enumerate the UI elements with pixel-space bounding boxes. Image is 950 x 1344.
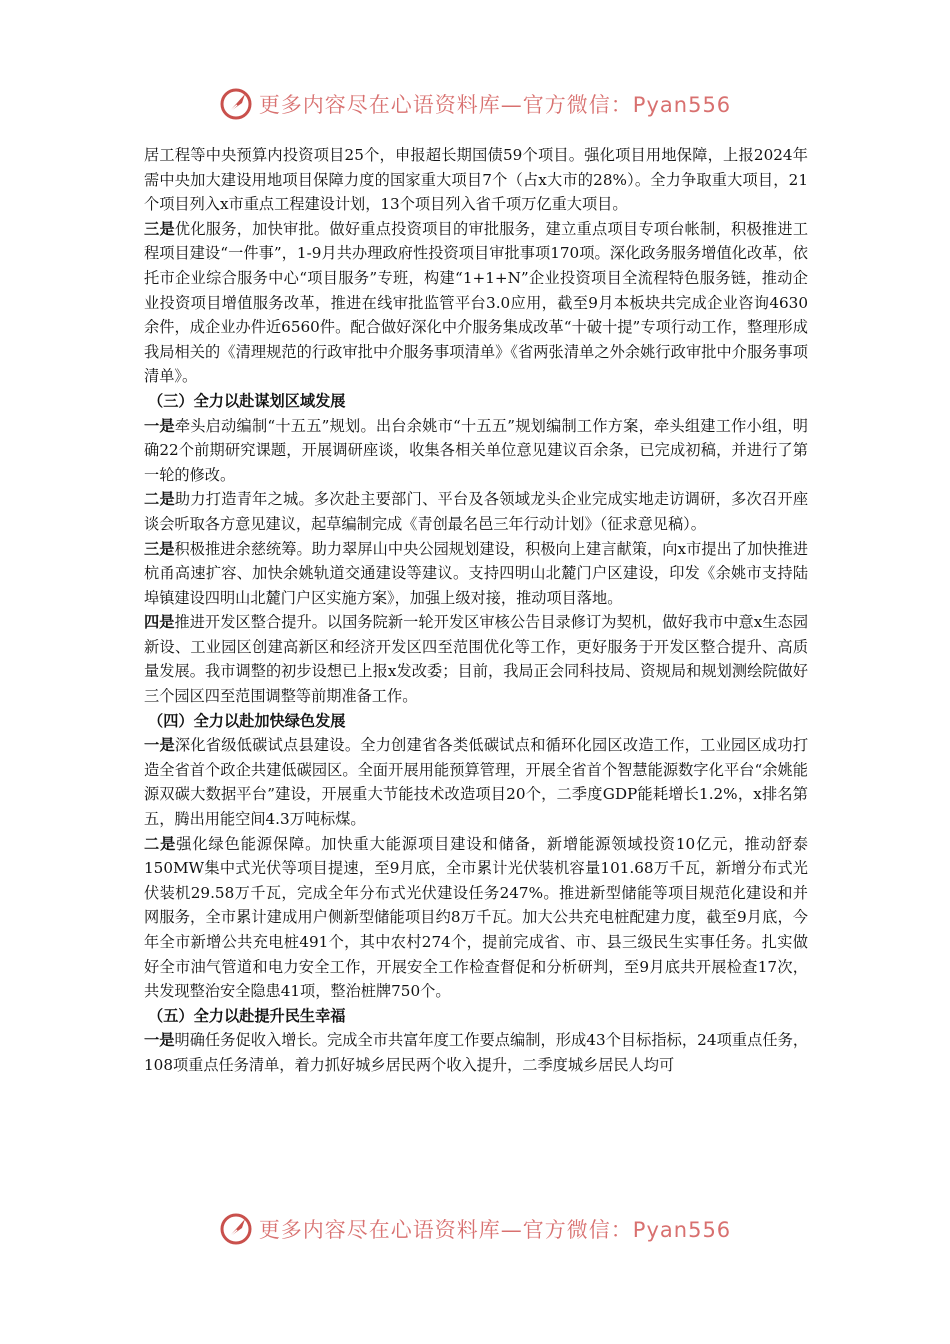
watermark-banner-bottom [0, 1209, 950, 1249]
paragraph-text: 深化省级低碳试点县建设。全力创建省各类低碳试点和循环化园区改造工作，工业园区成功打造全省首个政企共建低碳园区。全面开展用能预算管理，开展全省首个智慧能源数字化平台“余姚能源双碳大数据平台”建设，开展重大节能技术改造项目20个，二季度GDP能耗增长1.2%，x排名第五，腾出用能空间4.3万吨标煤。 [144, 736, 809, 829]
paragraph-lead: 一是 [144, 416, 175, 435]
paragraph-lead: 三是 [144, 219, 175, 238]
section-heading-3: （三）全力以赴谋划区域发展 [148, 391, 346, 410]
paragraph-text: 牵头启动编制“十五五”规划。出台余姚市“十五五”规划编制工作方案，牵头组建工作小组，明确22个前期研究课题，开展调研座谈，收集各相关单位意见建议百余条，已完成初稿，并进行了第一轮的修改。 [144, 416, 808, 484]
watermark-text: 更多内容尽在心语资料库—官方微信：Pyan556 [258, 93, 732, 117]
paragraph-text: 强化绿色能源保障。加快重大能源项目建设和储备，新增能源领域投资10亿元，推动舒泰150MW集中式光伏等项目提速，至9月底，全市累计光伏装机容量101.68万千瓦，新增分布式光伏装机29.58万千瓦，完成全年分布式光伏建设任务247%。推进新型储能等项目规范化建设和并网服务，全市累计建成用户侧新型储能项目约8万千瓦。加大公共充电桩配建力度，截至9月底，今年全市新增公共充电桩491个，其中农村274个，提前完成省、市、县三级民生实事任务。扎实做好全市油气管道和电力安全工作，开展安全工作检查督促和分析研判，至9月底共开展检查17次，共发现整治安全隐患41项，整治桩牌750个。 [144, 834, 808, 1001]
paragraph-1 [144, 143, 808, 217]
paragraph-5 [144, 537, 808, 611]
section-heading-4: （四）全力以赴加快绿色发展 [148, 711, 346, 730]
paragraph-lead: 四是 [144, 613, 175, 632]
paragraph-6 [144, 610, 808, 708]
paragraph-lead: 二是 [144, 834, 177, 853]
watermark-banner-top [0, 84, 950, 124]
paragraph-9 [144, 1028, 808, 1077]
paragraph-2 [144, 217, 808, 389]
paragraph-lead: 三是 [144, 539, 175, 558]
paragraph-text: 居工程等中央预算内投资项目25个，申报超长期国债59个项目。强化项目用地保障，上报2024年需中央加大建设用地项目保障力度的国家重大项目7个（占x大市的28%）。全力争取重大项目，21个项目列入x市重点工程建设计划，13个项目列入省千项万亿重大项目。 [144, 146, 808, 214]
watermark-text: 更多内容尽在心语资料库—官方微信：Pyan556 [258, 1218, 732, 1242]
paragraph-7 [144, 733, 808, 831]
paragraph-3 [144, 414, 808, 488]
paragraph-text: 明确任务促收入增长。完成全市共富年度工作要点编制，形成43个目标指标，24项重点任务，108项重点任务清单，着力抓好城乡居民两个收入提升，二季度城乡居民人均可 [144, 1031, 809, 1074]
paragraph-lead: 一是 [144, 736, 175, 755]
document-body [144, 143, 808, 1078]
paragraph-4 [144, 487, 808, 536]
section-heading-5: （五）全力以赴提升民生幸福 [148, 1006, 346, 1025]
paragraph-lead: 二是 [144, 490, 175, 509]
paragraph-lead: 一是 [144, 1031, 175, 1050]
quill-circle-icon [219, 1212, 253, 1246]
paragraph-text: 优化服务，加快审批。做好重点投资项目的审批服务，建立重点项目专项台帐制，积极推进工程项目建设“一件事”，1-9月共办理政府性投资项目审批事项170项。深化政务服务增值化改革，依托市企业综合服务中心“项目服务”专班，构建“1+1+N”企业投资项目全流程特色服务链，推动企业投资项目增值服务改革，推进在线审批监管平台3.0应用，截至9月本板块共完成企业咨询4630余件，成企业办件近6560件。配合做好深化中介服务集成改革“十破十提”专项行动工作，整理形成我局相关的《清理规范的行政审批中介服务事项清单》《省两张清单之外余姚行政审批中介服务事项清单》。 [144, 219, 809, 386]
paragraph-text: 助力打造青年之城。多次赴主要部门、平台及各领域龙头企业完成实地走访调研，多次召开座谈会听取各方意见建议，起草编制完成《青创最名邑三年行动计划》（征求意见稿）。 [144, 490, 809, 533]
paragraph-8 [144, 832, 808, 1004]
paragraph-text: 推进开发区整合提升。以国务院新一轮开发区审核公告目录修订为契机，做好我市中意x生态园新设、工业园区创建高新区和经济开发区四至范围优化等工作，更好服务于开发区整合提升、高质量发展。我市调整的初步设想已上报x发改委；目前，我局正会同科技局、资规局和规划测绘院做好三个园区四至范围调整等前期准备工作。 [144, 613, 809, 706]
paragraph-text: 积极推进余慈统筹。助力翠屏山中央公园规划建设，积极向上建言献策，向x市提出了加快推进杭甬高速扩容、加快余姚轨道交通建设等建议。支持四明山北麓门户区建设，印发《余姚市支持陆埠镇建设四明山北麓门户区实施方案》，加强上级对接，推动项目落地。 [144, 539, 809, 607]
quill-circle-icon [219, 87, 253, 121]
